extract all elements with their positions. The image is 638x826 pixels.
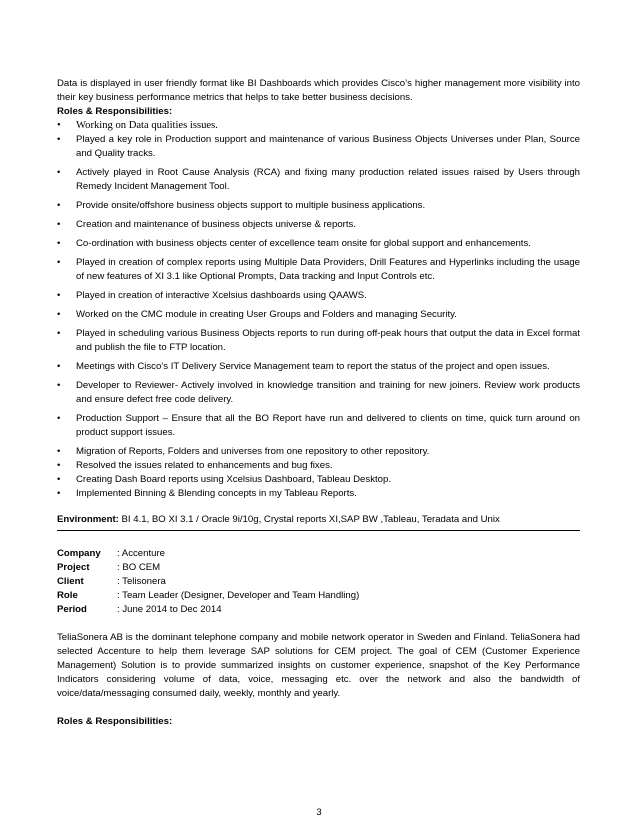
- list-item-text: Played in creation of complex reports using Multiple Data Providers, Drill Features and Hyperlinks including the usage of new features of XI 3.1 like Optional Prompts, Data tracking and Input Controls etc.: [76, 257, 580, 282]
- detail-row-company: [57, 547, 580, 561]
- bullet-icon: •: [57, 167, 61, 178]
- list-item: [57, 237, 580, 251]
- bullet-icon: •: [57, 446, 61, 457]
- list-item-text: Meetings with Cisco’s IT Delivery Service Management team to report the status of the project and open issues.: [76, 361, 550, 372]
- detail-row-period: [57, 603, 580, 617]
- list-item: [57, 412, 580, 440]
- list-item: [57, 133, 580, 161]
- detail-key: Project: [57, 562, 90, 573]
- list-item-text: Production Support – Ensure that all the BO Report have run and delivered to clients on time, quick turn around on product support issues.: [76, 413, 580, 438]
- project-details: [57, 547, 580, 617]
- roles-heading-2: Roles & Responsibilities:: [57, 716, 173, 727]
- list-item: [57, 218, 580, 232]
- project-summary-paragraph: TeliaSonera AB is the dominant telephone company and mobile network operator in Sweden and Finland. TeliaSonera had selected Accenture to help them leverage SAP solutions for CEM project. The goal of CEM (Customer Experience Management) Solution is to provide summarized insights on customer experience, snapshot of the Key Performance Indicators considering volume of data, voice, messaging etc. over the network and also the bandwidth of voice/data/messaging consumed daily, weekly, monthly and yearly.: [57, 632, 580, 699]
- list-item: [57, 256, 580, 284]
- roles-heading: Roles & Responsibilities:: [57, 106, 173, 117]
- list-item: [57, 445, 580, 459]
- bullet-icon: •: [57, 290, 61, 301]
- list-item: [57, 360, 580, 374]
- list-item: [57, 379, 580, 407]
- detail-key: Company: [57, 548, 101, 559]
- environment-line: [57, 513, 580, 531]
- list-item-text: Played in scheduling various Business Objects reports to run during off-peak hours that output the data in Excel format and publish the file to FTP location.: [76, 328, 580, 353]
- list-item: [57, 166, 580, 194]
- list-item: [57, 308, 580, 322]
- list-item-text: Resolved the issues related to enhancements and bug fixes.: [76, 460, 333, 471]
- list-item: [57, 473, 580, 487]
- responsibilities-list: [57, 119, 580, 501]
- detail-value: : Accenture: [117, 548, 165, 559]
- detail-key: Period: [57, 604, 87, 615]
- list-item-text: Actively played in Root Cause Analysis (RCA) and fixing many production related issues raised by Users through Remedy Incident Management Tool.: [76, 167, 580, 192]
- bullet-icon: •: [57, 120, 61, 131]
- bullet-icon: •: [57, 200, 61, 211]
- bullet-icon: •: [57, 219, 61, 230]
- detail-key: Client: [57, 576, 84, 587]
- bullet-icon: •: [57, 309, 61, 320]
- bullet-icon: •: [57, 361, 61, 372]
- list-item-text: Co-ordination with business objects center of excellence team onsite for global support and enhancements.: [76, 238, 531, 249]
- bullet-icon: •: [57, 380, 61, 391]
- bullet-icon: •: [57, 413, 61, 424]
- list-item-text: Played in creation of interactive Xcelsius dashboards using QAAWS.: [76, 290, 367, 301]
- list-item-text: Developer to Reviewer- Actively involved in knowledge transition and training for new joiners. Review work products and ensure defect free code delivery.: [76, 380, 580, 405]
- list-item-text: Creation and maintenance of business objects universe & reports.: [76, 219, 356, 230]
- list-item-text: Working on Data qualities issues.: [76, 120, 218, 131]
- list-item-text: Provide onsite/offshore business objects support to multiple business applications.: [76, 200, 426, 211]
- detail-key: Role: [57, 590, 78, 601]
- list-item-text: Worked on the CMC module in creating User Groups and Folders and managing Security.: [76, 309, 457, 320]
- bullet-icon: •: [57, 474, 61, 485]
- list-item-text: Migration of Reports, Folders and universes from one repository to other repository.: [76, 446, 430, 457]
- list-item: [57, 119, 580, 133]
- page-number: 3: [316, 807, 322, 818]
- list-item: [57, 459, 580, 473]
- list-item: [57, 327, 580, 355]
- bullet-icon: •: [57, 238, 61, 249]
- list-item: [57, 487, 580, 501]
- bullet-icon: •: [57, 134, 61, 145]
- bullet-icon: •: [57, 460, 61, 471]
- detail-row-client: [57, 575, 580, 589]
- bullet-icon: •: [57, 257, 61, 268]
- detail-value: : Telisonera: [117, 576, 166, 587]
- list-item: [57, 289, 580, 303]
- list-item: [57, 199, 580, 213]
- detail-value: : BO CEM: [117, 562, 161, 573]
- bullet-icon: •: [57, 328, 61, 339]
- list-item-text: Played a key role in Production support and maintenance of various Business Objects Universes under Plan, Source and Quality tracks.: [76, 134, 580, 159]
- list-item-text: Implemented Binning & Blending concepts in my Tableau Reports.: [76, 488, 357, 499]
- page-content: [57, 77, 580, 729]
- detail-row-project: [57, 561, 580, 575]
- detail-row-role: [57, 589, 580, 603]
- project-intro-paragraph: Data is displayed in user friendly format like BI Dashboards which provides Cisco’s higher management more visibility into their key business performance metrics that helps to take better business decisions.: [57, 78, 580, 103]
- bullet-icon: •: [57, 488, 61, 499]
- detail-value: : Team Leader (Designer, Developer and Team Handling): [117, 590, 360, 601]
- environment-value: BI 4.1, BO XI 3.1 / Oracle 9i/10g, Crystal reports XI,SAP BW ,Tableau, Teradata and Unix: [121, 514, 500, 525]
- environment-label: Environment:: [57, 514, 119, 525]
- list-item-text: Creating Dash Board reports using Xcelsius Dashboard, Tableau Desktop.: [76, 474, 391, 485]
- detail-value: : June 2014 to Dec 2014: [117, 604, 222, 615]
